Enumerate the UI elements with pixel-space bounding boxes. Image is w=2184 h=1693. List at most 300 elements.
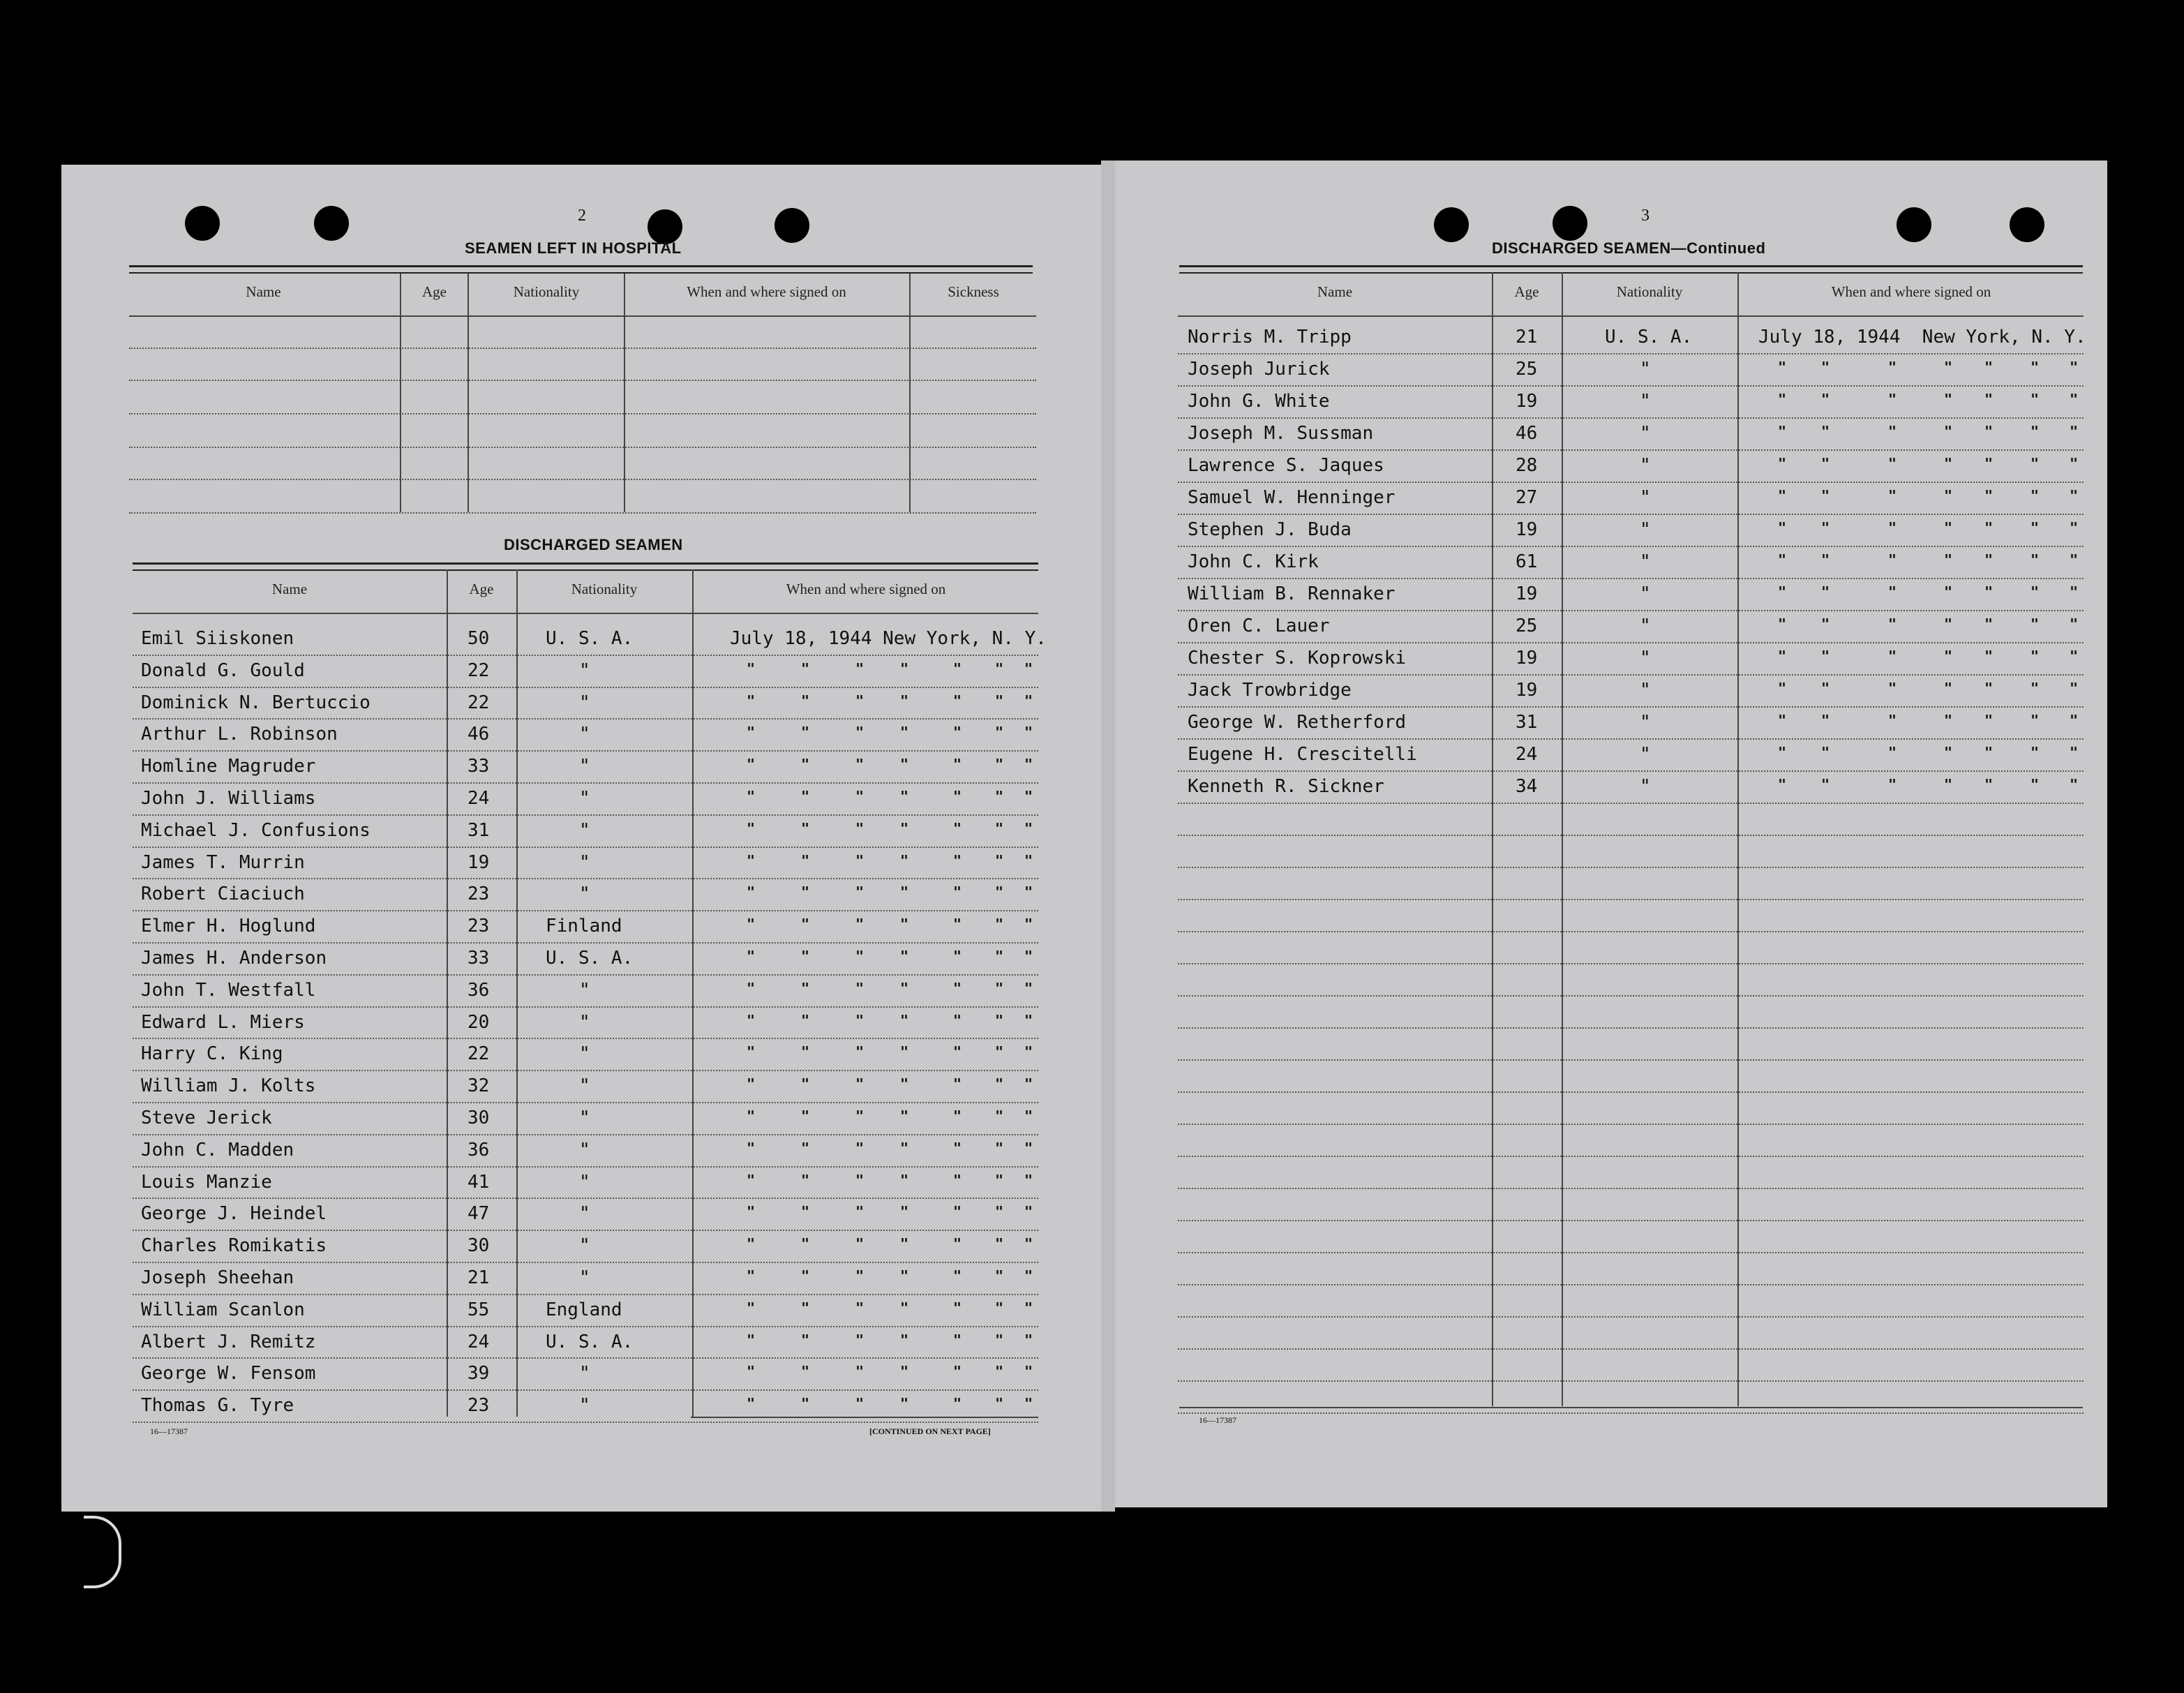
table-row: [1178, 611, 2084, 642]
punch-hole: [1553, 206, 1587, 241]
ditto-mark: ": [855, 1395, 865, 1412]
ditto-mark: ": [2030, 423, 2040, 440]
ditto-mark: ": [747, 788, 756, 805]
ditto-mark: ": [855, 1203, 865, 1221]
seaman-age: 31: [1516, 712, 1538, 733]
seaman-name: John C. Madden: [141, 1139, 294, 1161]
ditto-mark: ": [747, 724, 756, 741]
ditto-mark: ": [1024, 1011, 1033, 1029]
ditto-mark: ": [995, 1075, 1004, 1093]
ditto-mark: ": [2070, 744, 2079, 761]
seaman-name: Elmer H. Hoglund: [141, 916, 316, 937]
ditto-mark: ": [747, 1043, 756, 1061]
seaman-nationality: ": [579, 883, 590, 905]
ditto-mark: ": [2030, 648, 2040, 664]
ditto-mark: ": [900, 1267, 909, 1284]
ditto-mark: ": [855, 1299, 865, 1316]
seaman-name: Joseph M. Sussman: [1188, 423, 1374, 444]
ditto-mark: ": [1024, 979, 1033, 997]
seaman-nationality: ": [579, 1171, 590, 1193]
seaman-nationality: ": [1640, 776, 1651, 797]
hospital-header-rule: [129, 315, 1036, 317]
ditto-mark: ": [953, 1363, 962, 1380]
seaman-nationality: ": [579, 788, 590, 809]
ditto-mark: ": [1778, 744, 1787, 761]
table-row: [133, 1231, 1038, 1262]
ditto-mark: ": [1024, 883, 1033, 901]
ditto-mark: ": [1984, 423, 1994, 440]
ditto-mark: ": [995, 1267, 1004, 1284]
ditto-mark: ": [855, 1139, 865, 1156]
seaman-age: 19: [1516, 648, 1538, 669]
seaman-age: 24: [1516, 744, 1538, 765]
ditto-mark: ": [747, 851, 756, 869]
ditto-mark: ": [747, 756, 756, 773]
seaman-age: 46: [468, 724, 490, 745]
ditto-mark: ": [1821, 551, 1830, 568]
ditto-mark: ": [1944, 616, 1953, 632]
seaman-nationality: ": [1640, 423, 1651, 444]
ditto-mark: ": [855, 948, 865, 964]
seaman-age: 19: [1516, 680, 1538, 701]
ditto-mark: ": [1821, 616, 1830, 632]
seaman-age: 20: [468, 1011, 490, 1033]
ditto-mark: ": [747, 1011, 756, 1029]
ditto-mark: ": [2030, 455, 2040, 472]
seaman-nationality: ": [579, 1139, 590, 1161]
ditto-mark: ": [1778, 423, 1787, 440]
ditto-mark: ": [2070, 776, 2079, 793]
table-row: [133, 1263, 1038, 1294]
seaman-nationality: ": [579, 659, 590, 681]
seaman-name: Lawrence S. Jaques: [1188, 455, 1384, 476]
seaman-age: 33: [468, 756, 490, 777]
seaman-name: Dominick N. Bertuccio: [141, 692, 371, 713]
ditto-mark: ": [1888, 359, 1897, 375]
seaman-age: 31: [468, 819, 490, 841]
ditto-mark: ": [2070, 359, 2079, 375]
table-row: [133, 688, 1038, 719]
ditto-mark: ": [953, 1107, 962, 1124]
ditto-mark: ": [900, 948, 909, 964]
ditto-mark: ": [1888, 391, 1897, 408]
seaman-age: 19: [1516, 583, 1538, 604]
row-line: [133, 1422, 1038, 1423]
ditto-mark: ": [995, 1011, 1004, 1029]
ditto-mark: ": [2030, 776, 2040, 793]
ditto-mark: ": [1778, 712, 1787, 729]
ditto-mark: ": [1821, 423, 1830, 440]
ditto-mark: ": [1024, 851, 1033, 869]
ditto-mark: ": [1888, 744, 1897, 761]
ditto-mark: ": [855, 851, 865, 869]
seaman-name: Norris M. Tripp: [1188, 327, 1352, 348]
seaman-nationality: U. S. A.: [1605, 327, 1693, 348]
ditto-mark: ": [1984, 519, 1994, 536]
table-row: [1178, 643, 2084, 674]
table-row: [133, 1199, 1038, 1230]
table-row: [133, 1359, 1038, 1389]
empty-row-line: [1178, 1412, 2084, 1414]
discharged-header-signed: When and where signed on: [786, 581, 946, 597]
ditto-mark: ": [747, 1235, 756, 1253]
hospital-row-line: [129, 512, 1036, 514]
ditto-mark: ": [900, 1395, 909, 1412]
ditto-mark: ": [953, 1267, 962, 1284]
seaman-age: 24: [468, 788, 490, 809]
ditto-mark: ": [995, 1203, 1004, 1221]
ditto-mark: ": [900, 1331, 909, 1348]
ditto-mark: ": [747, 1171, 756, 1188]
hospital-row-line: [129, 479, 1036, 480]
ditto-mark: ": [900, 1235, 909, 1253]
ditto-mark: ": [747, 1075, 756, 1093]
seaman-nationality: ": [579, 1075, 590, 1097]
ditto-mark: ": [1821, 680, 1830, 696]
seaman-age: 28: [1516, 455, 1538, 476]
ditto-mark: ": [953, 1171, 962, 1188]
seaman-nationality: ": [579, 1043, 590, 1065]
table-row: [1178, 322, 2084, 353]
seaman-name: Thomas G. Tyre: [141, 1395, 294, 1417]
ditto-mark: ": [1944, 712, 1953, 729]
ditto-mark: ": [1024, 916, 1033, 933]
ditto-mark: ": [2070, 712, 2079, 729]
empty-row-line: [1178, 1124, 2084, 1125]
ditto-mark: ": [855, 1267, 865, 1284]
ditto-mark: ": [1778, 648, 1787, 664]
ditto-mark: ": [801, 916, 810, 933]
seaman-name: Eugene H. Crescitelli: [1188, 744, 1417, 765]
bottom-rule: [1179, 1407, 2083, 1408]
seaman-age: 46: [1516, 423, 1538, 444]
ditto-mark: ": [1984, 648, 1994, 664]
empty-row-line: [1178, 1220, 2084, 1221]
ditto-mark: ": [900, 1363, 909, 1380]
empty-row-line: [1178, 1188, 2084, 1189]
table-row: [1178, 676, 2084, 706]
ditto-mark: ": [953, 1299, 962, 1316]
ditto-mark: ": [747, 692, 756, 709]
seaman-name: Joseph Jurick: [1188, 359, 1330, 380]
ditto-mark: ": [801, 1363, 810, 1380]
signed-on: July 18, 1944 New York, N. Y.: [730, 628, 1047, 649]
ditto-mark: ": [1778, 680, 1787, 696]
form-number: 16—17387: [150, 1426, 188, 1436]
ditto-mark: ": [995, 788, 1004, 805]
ditto-mark: ": [801, 883, 810, 901]
ditto-mark: ": [900, 1203, 909, 1221]
ditto-mark: ": [900, 916, 909, 933]
ditto-mark: ": [2030, 583, 2040, 600]
empty-row-line: [1178, 1348, 2084, 1350]
ditto-mark: ": [1024, 1299, 1033, 1316]
table-row: [133, 784, 1038, 814]
empty-row-line: [1178, 1059, 2084, 1061]
seaman-age: 25: [1516, 359, 1538, 380]
seaman-age: 61: [1516, 551, 1538, 572]
ditto-mark: ": [855, 819, 865, 837]
ditto-mark: ": [2070, 423, 2079, 440]
right-header-signed: When and where signed on: [1831, 283, 1991, 300]
hospital-header-age: Age: [422, 283, 447, 300]
empty-row-line: [1178, 899, 2084, 900]
ditto-mark: ": [1821, 712, 1830, 729]
right-header-nationality: Nationality: [1616, 283, 1683, 300]
table-row: [1178, 387, 2084, 417]
ditto-mark: ": [995, 1331, 1004, 1348]
ditto-mark: ": [801, 851, 810, 869]
ditto-mark: ": [953, 819, 962, 837]
ditto-mark: ": [855, 1171, 865, 1188]
ditto-mark: ": [1888, 648, 1897, 664]
seaman-age: 50: [468, 628, 490, 649]
empty-row-line: [1178, 1380, 2084, 1382]
page-fold: [1101, 161, 1115, 1512]
ditto-mark: ": [801, 1331, 810, 1348]
ditto-mark: ": [1944, 551, 1953, 568]
ditto-mark: ": [855, 979, 865, 997]
ditto-mark: ": [1984, 455, 1994, 472]
ditto-mark: ": [1024, 1235, 1033, 1253]
bottom-rule: [691, 1417, 1038, 1418]
ditto-mark: ": [995, 916, 1004, 933]
row-line: [1178, 803, 2084, 804]
ditto-mark: ": [2030, 616, 2040, 632]
seaman-name: John G. White: [1188, 391, 1330, 412]
table-row: [133, 1039, 1038, 1070]
ditto-mark: ": [801, 692, 810, 709]
seaman-nationality: U. S. A.: [546, 948, 634, 969]
ditto-mark: ": [953, 1139, 962, 1156]
seaman-age: 25: [1516, 616, 1538, 636]
ditto-mark: ": [953, 1075, 962, 1093]
seaman-name: Michael J. Confusions: [141, 819, 371, 841]
hospital-header-signed: When and where signed on: [687, 283, 846, 300]
ditto-mark: ": [1024, 756, 1033, 773]
ditto-mark: ": [1944, 359, 1953, 375]
table-row: [133, 1295, 1038, 1326]
signed-on: July 18, 1944 New York, N. Y.: [1758, 327, 2086, 348]
ditto-mark: ": [2030, 487, 2040, 504]
ditto-mark: ": [953, 1395, 962, 1412]
ditto-mark: ": [1821, 487, 1830, 504]
ditto-mark: ": [1024, 1395, 1033, 1412]
table-row: [133, 719, 1038, 750]
seaman-nationality: ": [1640, 583, 1651, 604]
ditto-mark: ": [1821, 744, 1830, 761]
hospital-row-line: [129, 447, 1036, 448]
seaman-age: 21: [468, 1267, 490, 1288]
ditto-mark: ": [2070, 519, 2079, 536]
ditto-mark: ": [1888, 776, 1897, 793]
scan-mark: [84, 1516, 121, 1588]
ditto-mark: ": [953, 1011, 962, 1029]
empty-row-line: [1178, 1252, 2084, 1253]
ditto-mark: ": [953, 788, 962, 805]
ditto-mark: ": [801, 948, 810, 964]
ditto-mark: ": [1778, 359, 1787, 375]
ditto-mark: ": [855, 1011, 865, 1029]
ditto-mark: ": [1821, 359, 1830, 375]
seaman-nationality: ": [1640, 648, 1651, 669]
ditto-mark: ": [953, 1043, 962, 1061]
empty-row-line: [1178, 1091, 2084, 1093]
ditto-mark: ": [747, 819, 756, 837]
seaman-name: Oren C. Lauer: [1188, 616, 1330, 636]
punch-hole: [775, 208, 809, 243]
seaman-nationality: ": [1640, 616, 1651, 636]
seaman-age: 41: [468, 1171, 490, 1193]
ditto-mark: ": [1778, 551, 1787, 568]
ditto-mark: ": [995, 1299, 1004, 1316]
seaman-age: 55: [468, 1299, 490, 1320]
discharged-section-title: DISCHARGED SEAMEN: [504, 536, 683, 553]
ditto-mark: ": [995, 883, 1004, 901]
ditto-mark: ": [1778, 487, 1787, 504]
right-header-rule: [1178, 315, 2084, 317]
ditto-mark: ": [747, 1203, 756, 1221]
ditto-mark: ": [1984, 712, 1994, 729]
ditto-mark: ": [801, 788, 810, 805]
ditto-mark: ": [1821, 391, 1830, 408]
ditto-mark: ": [855, 883, 865, 901]
ditto-mark: ": [747, 979, 756, 997]
ditto-mark: ": [801, 1395, 810, 1412]
ditto-mark: ": [855, 1235, 865, 1253]
table-row: [1178, 355, 2084, 385]
ditto-mark: ": [953, 851, 962, 869]
ditto-mark: ": [1984, 583, 1994, 600]
ditto-mark: ": [1944, 423, 1953, 440]
ditto-mark: ": [855, 1107, 865, 1124]
seaman-age: 47: [468, 1203, 490, 1225]
hospital-col-divider: [624, 274, 625, 512]
ditto-mark: ": [1944, 680, 1953, 696]
table-row: [133, 1071, 1038, 1102]
ditto-mark: ": [801, 1043, 810, 1061]
ditto-mark: ": [995, 819, 1004, 837]
empty-row-line: [1178, 1316, 2084, 1318]
ditto-mark: ": [900, 979, 909, 997]
ditto-mark: ": [995, 948, 1004, 964]
seaman-name: Louis Manzie: [141, 1171, 272, 1193]
table-row: [133, 816, 1038, 846]
ditto-mark: ": [1821, 583, 1830, 600]
table-row: [133, 1103, 1038, 1134]
seaman-name: Robert Ciaciuch: [141, 883, 305, 905]
seaman-age: 19: [1516, 519, 1538, 540]
empty-row-line: [1178, 835, 2084, 836]
seaman-nationality: ": [579, 819, 590, 841]
table-row: [1178, 483, 2084, 514]
table-row: [133, 752, 1038, 782]
ditto-mark: ": [1984, 776, 1994, 793]
table-row: [1178, 547, 2084, 578]
table-row: [133, 1168, 1038, 1198]
seaman-nationality: Finland: [546, 916, 622, 937]
ditto-mark: ": [1024, 1331, 1033, 1348]
seaman-name: Charles Romikatis: [141, 1235, 327, 1257]
ditto-mark: ": [855, 724, 865, 741]
ditto-mark: ": [1944, 391, 1953, 408]
table-row: [133, 944, 1038, 974]
ditto-mark: ": [855, 1331, 865, 1348]
ditto-mark: ": [953, 692, 962, 709]
ditto-mark: ": [1821, 648, 1830, 664]
seaman-name: Arthur L. Robinson: [141, 724, 338, 745]
seaman-age: 19: [468, 851, 490, 873]
ditto-mark: ": [747, 1363, 756, 1380]
ditto-mark: ": [2030, 680, 2040, 696]
ditto-mark: ": [801, 1203, 810, 1221]
table-row: [133, 1008, 1038, 1038]
seaman-nationality: ": [1640, 744, 1651, 765]
ditto-mark: ": [1821, 776, 1830, 793]
punch-hole: [1897, 207, 1931, 242]
ditto-mark: ": [900, 659, 909, 677]
hospital-col-divider: [400, 274, 401, 512]
ditto-mark: ": [995, 979, 1004, 997]
ditto-mark: ": [900, 851, 909, 869]
ditto-mark: ": [801, 756, 810, 773]
table-row: [133, 976, 1038, 1006]
punch-hole: [1434, 207, 1469, 242]
table-row: [1178, 515, 2084, 546]
discharged-header-nationality: Nationality: [571, 581, 638, 597]
ditto-mark: ": [995, 1043, 1004, 1061]
ditto-mark: ": [1984, 359, 1994, 375]
ditto-mark: ": [900, 1011, 909, 1029]
ditto-mark: ": [855, 788, 865, 805]
seaman-age: 22: [468, 692, 490, 713]
ditto-mark: ": [1778, 583, 1787, 600]
ditto-mark: ": [1944, 648, 1953, 664]
ditto-mark: ": [1888, 423, 1897, 440]
ditto-mark: ": [1024, 1139, 1033, 1156]
seaman-name: Joseph Sheehan: [141, 1267, 294, 1288]
ditto-mark: ": [2030, 712, 2040, 729]
ditto-mark: ": [747, 659, 756, 677]
discharged-top-rule: [133, 562, 1038, 571]
seaman-nationality: ": [579, 1395, 590, 1417]
ditto-mark: ": [900, 1139, 909, 1156]
empty-row-line: [1178, 1027, 2084, 1029]
ditto-mark: ": [995, 851, 1004, 869]
hospital-header-sickness: Sickness: [948, 283, 999, 300]
seaman-nationality: ": [579, 756, 590, 777]
ditto-mark: ": [747, 883, 756, 901]
empty-row-line: [1178, 1284, 2084, 1285]
seaman-age: 23: [468, 1395, 490, 1417]
seaman-nationality: ": [1640, 455, 1651, 476]
table-row: [1178, 708, 2084, 738]
punch-hole: [2010, 207, 2044, 242]
ditto-mark: ": [995, 1171, 1004, 1188]
table-row: [133, 879, 1038, 910]
seaman-name: John J. Williams: [141, 788, 316, 809]
ditto-mark: ": [1984, 744, 1994, 761]
ditto-mark: ": [801, 1267, 810, 1284]
seaman-name: Donald G. Gould: [141, 659, 305, 681]
ditto-mark: ": [900, 1299, 909, 1316]
hospital-col-divider: [909, 274, 911, 512]
seaman-name: Steve Jerick: [141, 1107, 272, 1128]
ditto-mark: ": [953, 1331, 962, 1348]
seaman-nationality: ": [579, 979, 590, 1001]
ditto-mark: ": [1024, 692, 1033, 709]
continued-note: [CONTINUED ON NEXT PAGE]: [869, 1426, 991, 1436]
